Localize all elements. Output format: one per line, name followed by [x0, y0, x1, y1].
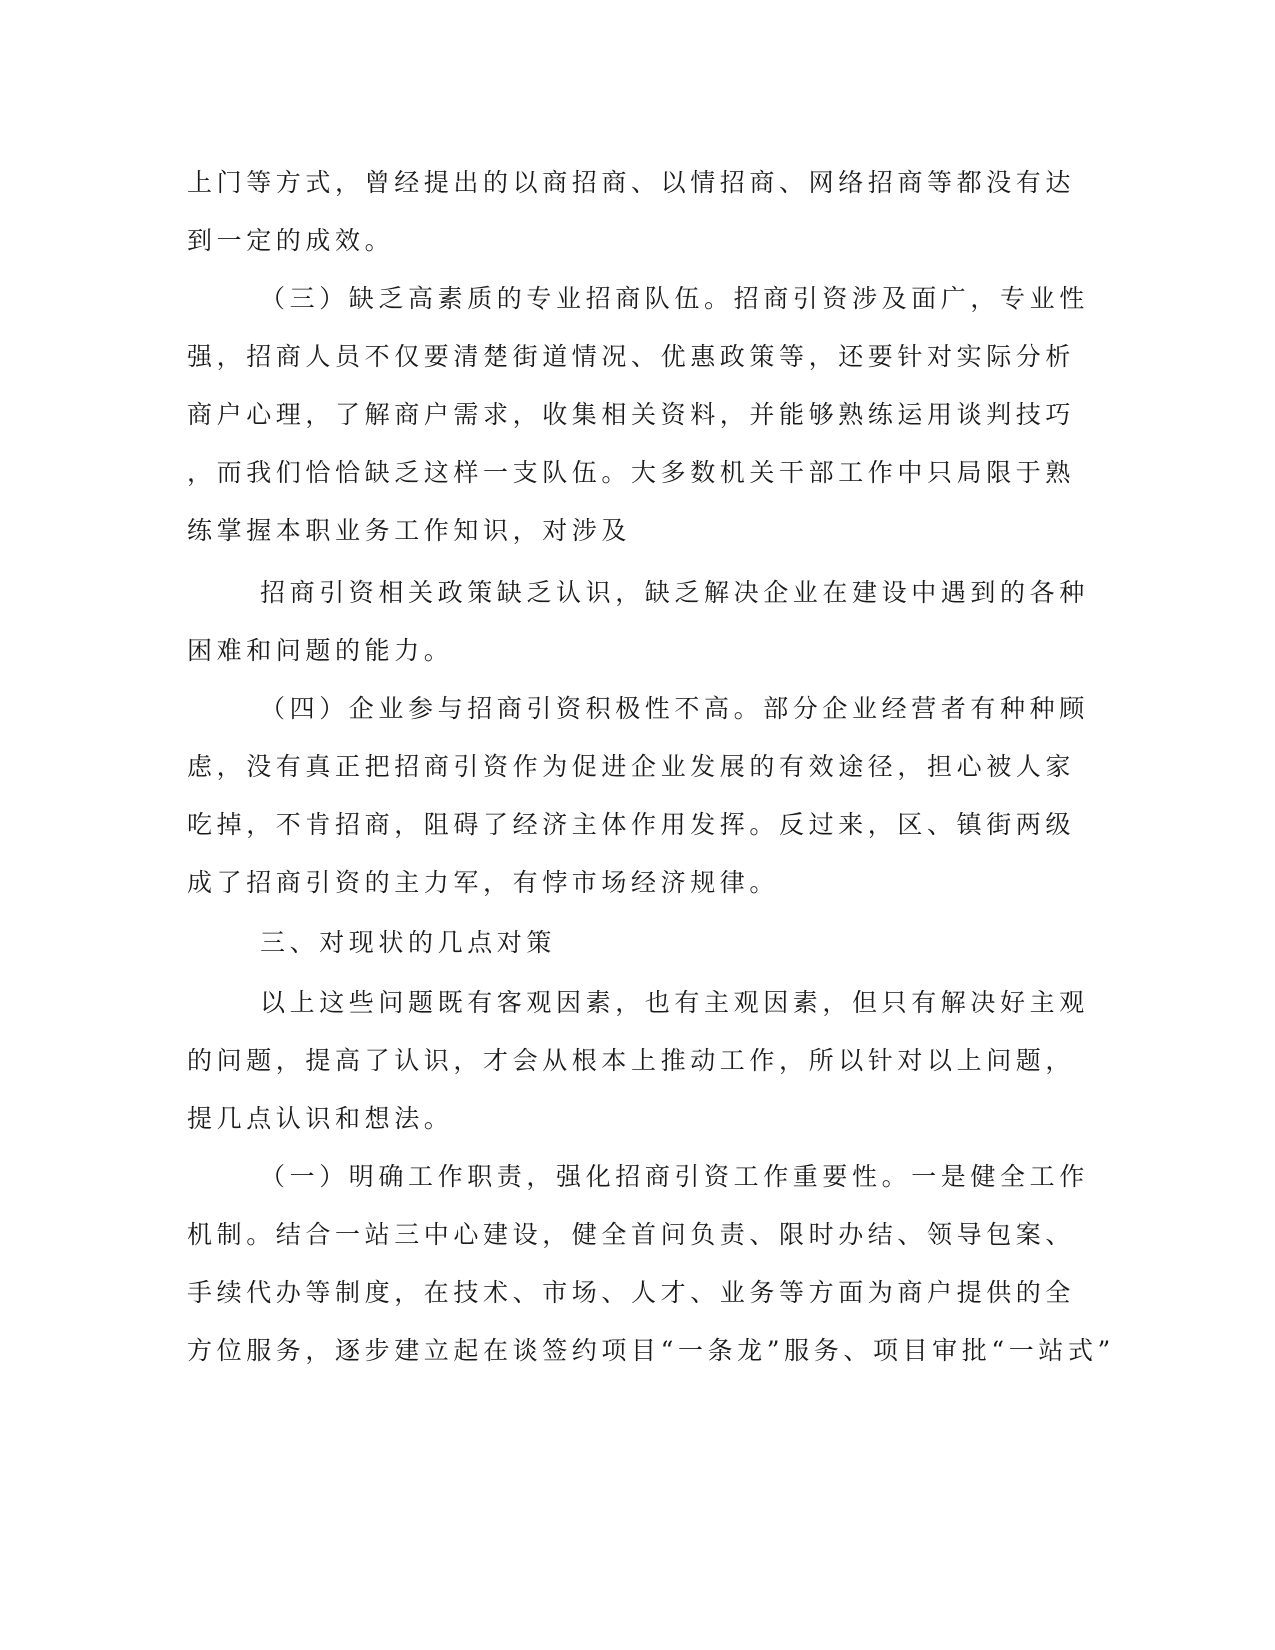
text-line: 的问题，提高了认识，才会从根本上推动工作，所以针对以上问题， — [187, 1046, 1076, 1075]
text-line: 招商引资相关政策缺乏认识，缺乏解决企业在建设中遇到的各种 — [260, 578, 1089, 607]
section-heading-1: （一）明确工作职责，强化招商引资工作重要性。一是健全工作 — [260, 1162, 1089, 1191]
text-line: 困难和问题的能力。 — [187, 636, 454, 665]
text-line: ，而我们恰恰缺乏这样一支队伍。大多数机关干部工作中只局限于熟 — [187, 458, 1076, 487]
text-line: 虑，没有真正把招商引资作为促进企业发展的有效途径，担心被人家 — [187, 752, 1076, 781]
text-line: 练掌握本职业务工作知识，对涉及 — [187, 516, 632, 545]
text-line: 机制。结合一站三中心建设，健全首问负责、限时办结、领导包案、 — [187, 1220, 1076, 1249]
text-line: 强，招商人员不仅要清楚街道情况、优惠政策等，还要针对实际分析 — [187, 342, 1076, 371]
text-line: 提几点认识和想法。 — [187, 1104, 454, 1133]
text-line: 吃掉，不肯招商，阻碍了经济主体作用发挥。反过来，区、镇街两级 — [187, 810, 1076, 839]
chapter-heading: 三、对现状的几点对策 — [260, 928, 557, 957]
text-line: 方位服务，逐步建立起在谈签约项目“一条龙”服务、项目审批“一站式” — [187, 1336, 1115, 1365]
text-line: 手续代办等制度，在技术、市场、人才、业务等方面为商户提供的全 — [187, 1278, 1076, 1307]
section-heading-4: （四）企业参与招商引资积极性不高。部分企业经营者有种种顾 — [260, 694, 1089, 723]
text-line: 上门等方式，曾经提出的以商招商、以情招商、网络招商等都没有达 — [187, 168, 1076, 197]
text-line: 到一定的成效。 — [187, 226, 395, 255]
text-line: 商户心理，了解商户需求，收集相关资料，并能够熟练运用谈判技巧 — [187, 400, 1076, 429]
section-heading-3: （三）缺乏高素质的专业招商队伍。招商引资涉及面广，专业性 — [260, 284, 1089, 313]
text-line: 成了招商引资的主力军，有悖市场经济规律。 — [187, 868, 780, 897]
text-line: 以上这些问题既有客观因素，也有主观因素，但只有解决好主观 — [260, 988, 1089, 1017]
